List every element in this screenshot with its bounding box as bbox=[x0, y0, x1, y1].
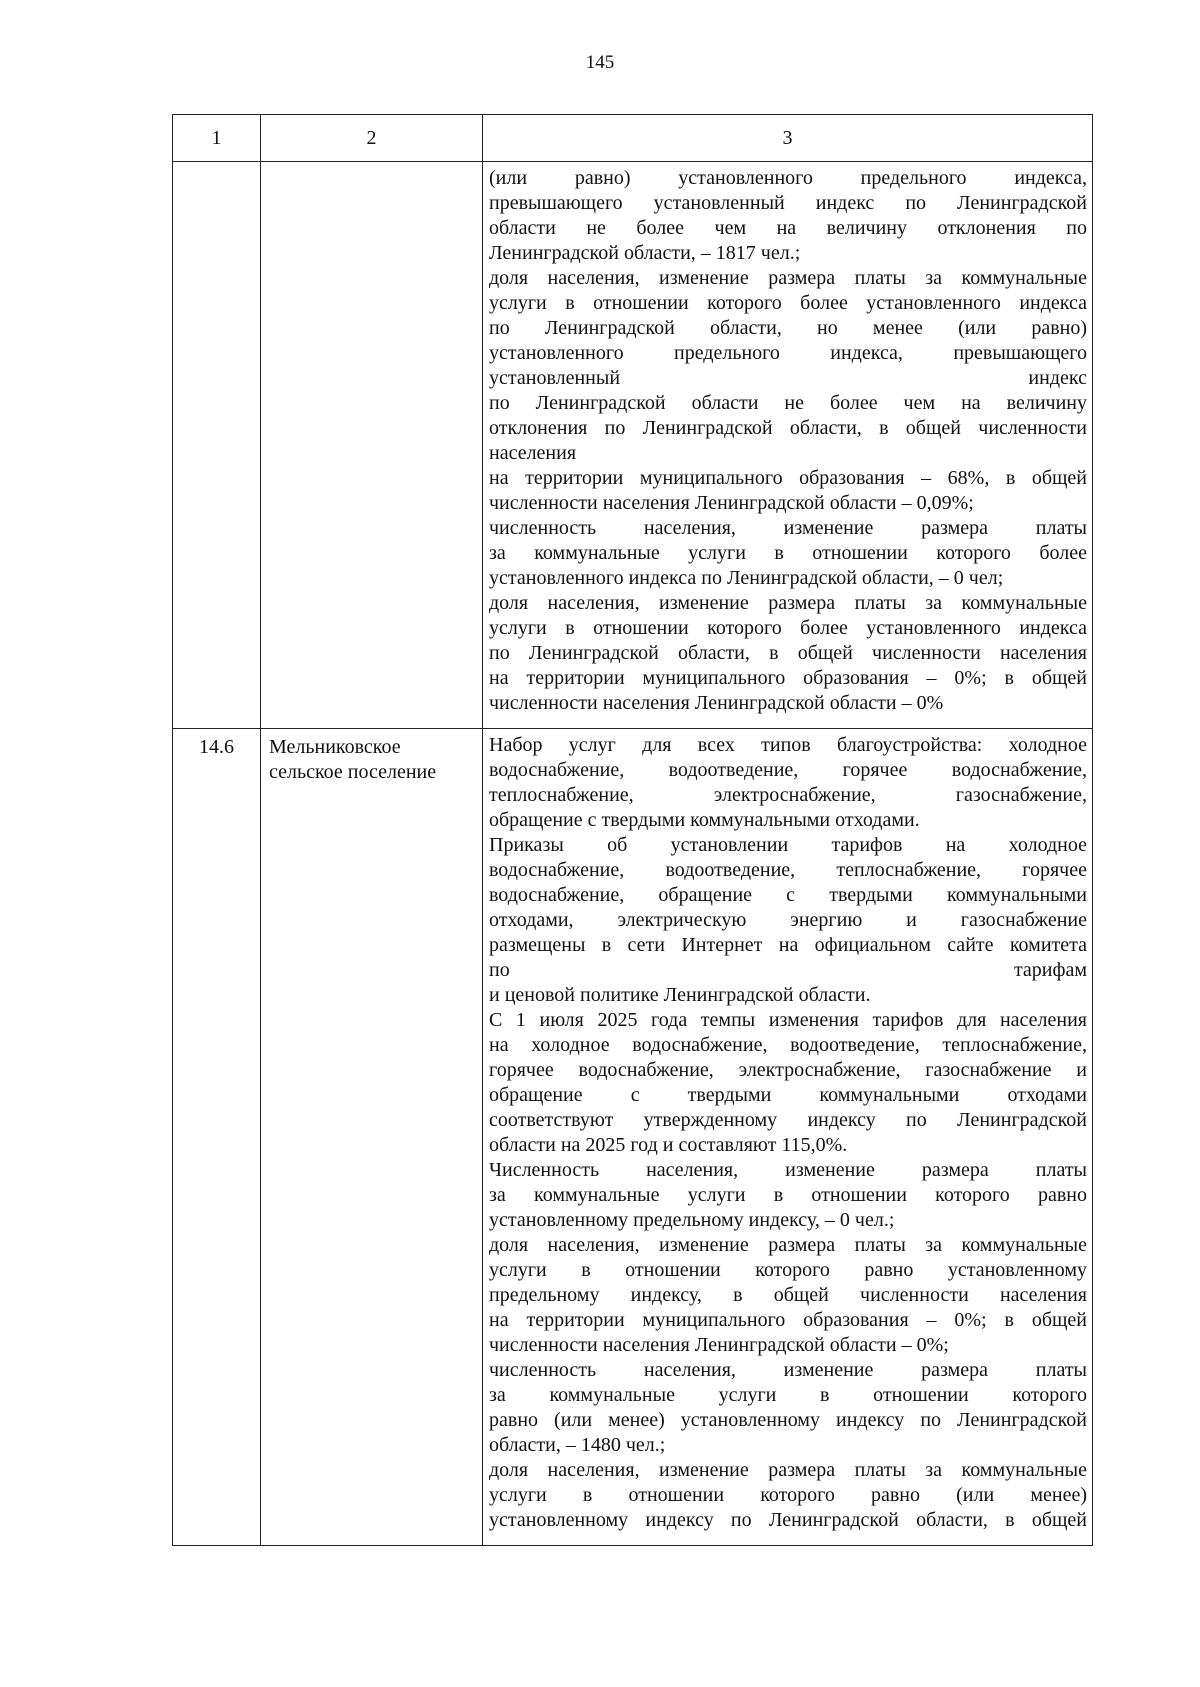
table-row-14-6 bbox=[173, 729, 1093, 1546]
text-line: по Ленинградской области, но менее (или равно) bbox=[489, 317, 1087, 339]
text-line: обращение с твердыми коммунальными отходами. bbox=[489, 809, 920, 831]
text-line: установленному предельному индексу, – 0 чел.; bbox=[489, 1209, 895, 1231]
text-line: установленного предельного индекса, превышающего bbox=[489, 342, 1087, 364]
text-line: Приказы об установлении тарифов на холодное bbox=[489, 834, 1087, 856]
settlement-name-line: сельское поселение bbox=[269, 761, 437, 783]
column-header-3: 3 bbox=[483, 115, 1093, 162]
text-line: доля населения, изменение размера платы за коммунальные bbox=[489, 1459, 1087, 1481]
table-header-row bbox=[173, 115, 1093, 162]
text-line: доля населения, изменение размера платы за коммунальные bbox=[489, 1234, 1087, 1256]
text-line: услуги в отношении которого более установленного индекса bbox=[489, 617, 1087, 639]
text-line: и ценовой политике Ленинградской области. bbox=[489, 984, 871, 1006]
document-table bbox=[172, 114, 1093, 1546]
text-line: С 1 июля 2025 года темпы изменения тарифов для населения bbox=[489, 1009, 1087, 1031]
text-line: области, – 1480 чел.; bbox=[489, 1434, 666, 1456]
text-line: теплоснабжение, электроснабжение, газоснабжение, bbox=[489, 784, 1087, 806]
text-line: Ленинградской области, – 1817 чел.; bbox=[489, 242, 801, 264]
text-line: водоснабжение, водоотведение, горячее водоснабжение, bbox=[489, 759, 1087, 781]
text-line: отклонения по Ленинградской области, в общей численности bbox=[489, 417, 1087, 439]
text-line: равно (или менее) установленному индексу по Ленинградской bbox=[489, 1409, 1087, 1431]
text-line: на территории муниципального образования – 0%; в общей bbox=[489, 1309, 1087, 1331]
text-line: области на 2025 год и составляют 115,0%. bbox=[489, 1134, 848, 1156]
text-line: по Ленинградской области, в общей численности населения bbox=[489, 642, 1087, 664]
text-line: установленного индекса по Ленинградской области, – 0 чел; bbox=[489, 567, 1004, 589]
description-cell bbox=[483, 729, 1093, 1546]
text-line: размещены в сети Интернет на официальном сайте комитета bbox=[489, 934, 1087, 956]
text-line: превышающего установленный индекс по Ленинградской bbox=[489, 192, 1087, 214]
text-line: за коммунальные услуги в отношении которого bbox=[489, 1384, 1087, 1406]
text-line: за коммунальные услуги в отношении которого равно bbox=[489, 1184, 1087, 1206]
text-line: обращение с твердыми коммунальными отходами bbox=[489, 1084, 1087, 1106]
text-line: предельному индексу, в общей численности населения bbox=[489, 1284, 1087, 1306]
text-line: численности населения Ленинградской области – 0%; bbox=[489, 1334, 949, 1356]
text-line: по Ленинградской области не более чем на величину bbox=[489, 392, 1087, 414]
text-line: численности населения Ленинградской области – 0,09%; bbox=[489, 492, 974, 514]
page-number: 145 bbox=[585, 52, 615, 73]
row-number-cell: 14.6 bbox=[173, 729, 261, 1546]
text-line: численность населения, изменение размера платы bbox=[489, 517, 1087, 539]
text-line: доля населения, изменение размера платы за коммунальные bbox=[489, 267, 1087, 289]
text-line: водоснабжение, водоотведение, теплоснабжение, горячее bbox=[489, 859, 1087, 881]
text-line: услуги в отношении которого более установленного индекса bbox=[489, 292, 1087, 314]
settlement-name-cell bbox=[261, 729, 483, 1546]
text-line: Набор услуг для всех типов благоустройства: холодное bbox=[489, 734, 1087, 756]
text-line: услуги в отношении которого равно (или менее) bbox=[489, 1484, 1087, 1506]
text-line: на территории муниципального образования – 0%; в общей bbox=[489, 667, 1087, 689]
text-line: отходами, электрическую энергию и газоснабжение bbox=[489, 909, 1087, 931]
text-line: горячее водоснабжение, электроснабжение, газоснабжение и bbox=[489, 1059, 1087, 1081]
text-line: на холодное водоснабжение, водоотведение, теплоснабжение, bbox=[489, 1034, 1087, 1056]
text-line: населения bbox=[489, 442, 577, 464]
settlement-name-line: Мельниковское bbox=[269, 736, 401, 758]
text-line: по тарифам bbox=[489, 959, 1087, 981]
text-line: численность населения, изменение размера платы bbox=[489, 1359, 1087, 1381]
column-header-1: 1 bbox=[173, 115, 261, 162]
text-line: Численность населения, изменение размера платы bbox=[489, 1159, 1087, 1181]
column-header-2: 2 bbox=[261, 115, 483, 162]
description-text bbox=[489, 166, 1087, 716]
text-line: области не более чем на величину отклонения по bbox=[489, 217, 1087, 239]
text-line: (или равно) установленного предельного индекса, bbox=[489, 167, 1087, 189]
text-line: на территории муниципального образования – 68%, в общей bbox=[489, 467, 1087, 489]
description-cell bbox=[483, 162, 1093, 729]
text-line: водоснабжение, обращение с твердыми коммунальными bbox=[489, 884, 1087, 906]
description-text bbox=[489, 733, 1087, 1533]
text-line: доля населения, изменение размера платы за коммунальные bbox=[489, 592, 1087, 614]
text-line: услуги в отношении которого равно установленному bbox=[489, 1259, 1087, 1281]
text-line: установленному индексу по Ленинградской области, в общей bbox=[489, 1509, 1087, 1531]
text-line: соответствуют утвержденному индексу по Ленинградской bbox=[489, 1109, 1087, 1131]
table-row-continued bbox=[173, 162, 1093, 729]
settlement-name-cell bbox=[261, 162, 483, 729]
text-line: за коммунальные услуги в отношении которого более bbox=[489, 542, 1087, 564]
row-number-cell bbox=[173, 162, 261, 729]
text-line: установленный индекс bbox=[489, 367, 1087, 389]
text-line: численности населения Ленинградской области – 0% bbox=[489, 692, 944, 714]
